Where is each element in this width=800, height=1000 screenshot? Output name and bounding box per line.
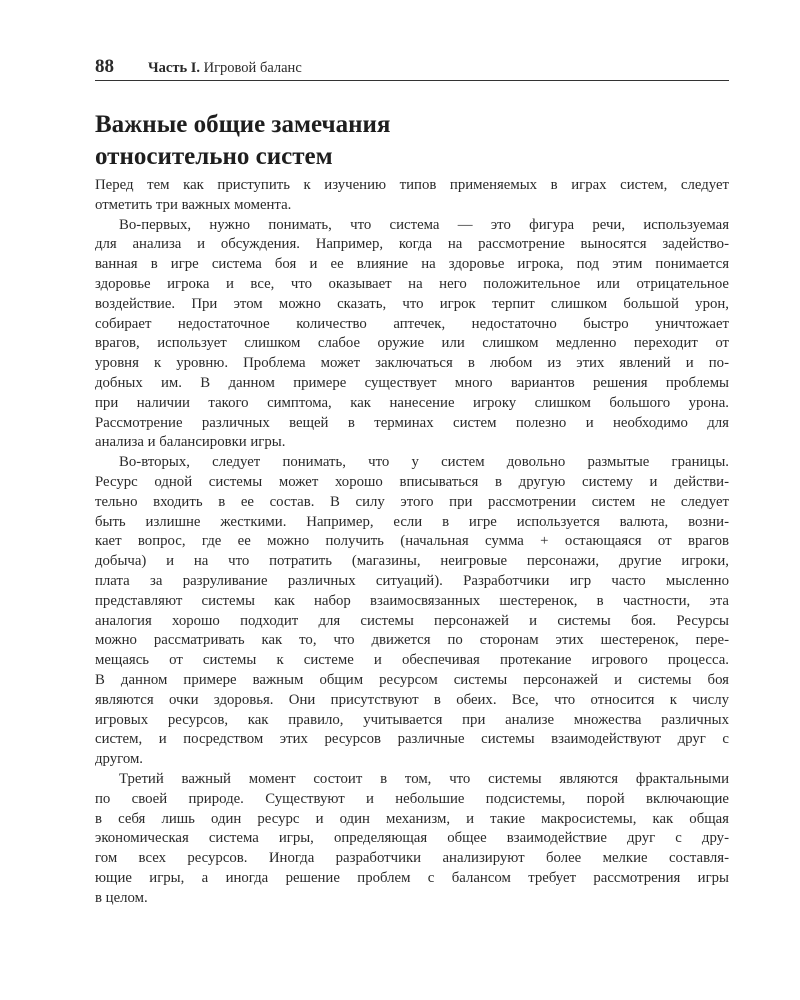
text-line: Третий важный момент состоит в том, что системы являются фрактальными [119, 770, 729, 787]
text-line: ванная в игре система боя и ее влияние на здоровье игрока, под этим понимается [95, 256, 729, 273]
text-line: добыча) и на что потратить (магазины, неигровые персонажи, другие игроки, [95, 553, 729, 570]
text-line: Рассмотрение различных вещей в терминах систем полезно и необходимо для [95, 414, 729, 431]
section-title-line: Важные общие замечания [95, 111, 391, 138]
text-line: Во-вторых, следует понимать, что у систем довольно размытые границы. [119, 454, 729, 471]
chapter-header [148, 59, 302, 77]
paragraph [95, 176, 729, 216]
paragraph [95, 770, 729, 909]
section-title [95, 109, 729, 173]
text-line: Перед тем как приступить к изучению типов применяемых в играх систем, следует [95, 177, 729, 193]
text-line: мещаясь от системы к системе и обеспечивая протекание игрового процесса. [95, 652, 729, 669]
text-line: систем, и посредством этих ресурсов различные системы взаимодействуют друг с [95, 731, 729, 748]
text-line: аналогия хорошо подходит для системы персонажей и системы боя. Ресурсы [95, 612, 729, 629]
text-line: здоровье игрока и все, что оказывает на него положительное или отрицательное [95, 275, 729, 292]
text-line: собирает недостаточное количество аптечек, недостаточно быстро уничтожает [95, 315, 729, 332]
text-line: гом всех ресурсов. Иногда разработчики анализируют более мелкие составля- [95, 850, 729, 867]
text-line: для анализа и обсуждения. Например, когда на рассмотрение выносятся задейство- [95, 236, 729, 253]
text-line: быть излишне жесткими. Например, если в игре используется валюта, возни- [95, 513, 729, 530]
text-line: представляют системы как набор взаимосвязанных шестеренок, в частности, эта [95, 592, 729, 609]
text-line: в целом. [95, 889, 148, 906]
text-line: игровых ресурсов, как правило, учитывается при анализе множества различных [95, 711, 729, 728]
body-text [95, 176, 729, 908]
text-line: кает вопрос, где ее можно получить (начальная сумма + остающаяся от врагов [95, 533, 729, 550]
text-line: В данном примере важным общим ресурсом системы персонажей и системы боя [95, 671, 729, 688]
text-line: можно рассматривать как то, что движется по сторонам этих шестеренок, пере- [95, 632, 729, 649]
text-line: в себя лишь один ресурс и один механизм, и такие макросистемы, как общая [95, 810, 729, 827]
text-line: плата за разруливание различных ситуаций). Разработчики игр часто мысленно [95, 572, 729, 589]
text-line: Ресурс одной системы может хорошо вписываться в другую систему и действи- [95, 473, 729, 490]
text-line: уровня к уровню. Проблема может заключаться в любом из этих явлений и по- [95, 355, 729, 372]
running-header [95, 56, 729, 81]
text-line: другом. [95, 751, 144, 768]
text-line: при наличии такого симптома, как нанесение игроку слишком большого урона. [95, 394, 729, 411]
text-line: добных им. В данном примере существует много вариантов решения проблемы [95, 374, 729, 391]
paragraph [95, 453, 729, 770]
text-line: тельно входить в ее состав. В силу этого при рассмотрении систем не следует [95, 493, 729, 510]
text-line: врагов, использует слишком слабое оружие или слишком медленно переходит от [95, 335, 729, 352]
text-line: Во-первых, нужно понимать, что система — это фигура речи, используемая [119, 216, 729, 233]
text-line: являются очки здоровья. Они присутствуют в обеих. Все, что относится к числу [95, 691, 729, 708]
text-line: ющие игры, а иногда решение проблем с балансом требует рассмотрения игры [95, 869, 729, 886]
text-line: экономическая система игры, определяющая общее взаимодействие друг с дру- [95, 830, 729, 847]
page-number: 88 [95, 56, 114, 77]
part-title: Игровой баланс [203, 60, 302, 76]
part-label: Часть I. [148, 60, 201, 76]
paragraph [95, 216, 729, 454]
text-line: по своей природе. Существуют и небольшие подсистемы, порой включающие [95, 790, 729, 807]
section-title-line: относительно систем [95, 143, 333, 170]
text-line: анализа и балансировки игры. [95, 434, 286, 451]
text-line: отметить три важных момента. [95, 196, 292, 213]
text-line: воздействие. При этом можно сказать, что игрок терпит слишком большой урон, [95, 295, 729, 312]
